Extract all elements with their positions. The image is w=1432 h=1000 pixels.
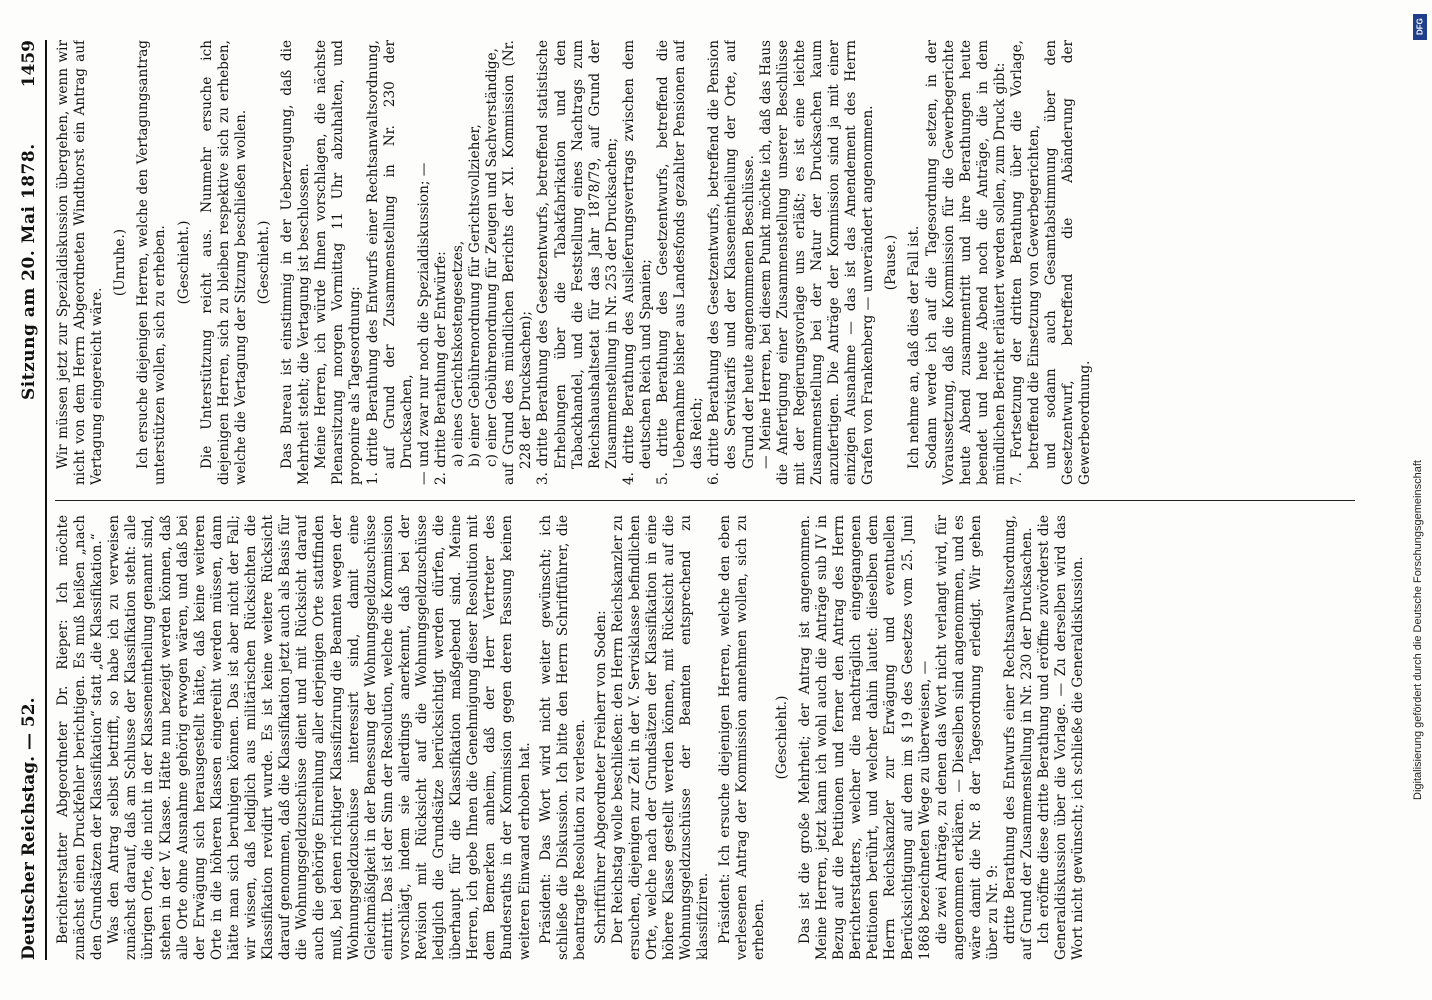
paragraph: Sodann werde ich auf die Tagesordnung setzen, in der Voraussetzung, daß die Kommission für die Gewerbegerichte heute Abend zusammentritt und ihre Berathungen heute beendet und heute Abend noch die Anträge, die in dem mündlichen Bericht erläutert werden sollen, zum Druck gibt: <box>923 40 1008 485</box>
agenda-subitem: b) einer Gebührenordnung für Gerichtsvollzieher, <box>467 124 484 467</box>
paragraph: Ich ersuche diejenigen Herren, welche den Vertagungsantrag unterstützen wollen, sich zu erheben. <box>135 40 169 485</box>
paragraph: Ich nehme an, daß dies der Fall ist. <box>906 225 923 469</box>
paragraph: die zwei Anträge, zu denen das Wort nicht verlangt wird, für angenommen erklären. — Dieselben sind angenommen, und es wäre damit die Nr. 8 der Tagesordnung erledigt. Wir gehen über zu Nr. 9: <box>933 515 1001 960</box>
stage-note: (Geschieht.) <box>773 695 790 780</box>
header-rule <box>45 40 47 960</box>
right-column <box>55 40 1375 485</box>
digitization-note <box>1412 40 1426 800</box>
agenda-subitem: a) eines Gerichtskostengesetzes, <box>449 240 466 467</box>
paragraph: und sodann auch Gesamtabstimmung über den Gesetzentwurf, betreffend die Abänderung der Gewerbeordnung. <box>1043 40 1094 485</box>
agenda-note: auf Grund des mündlichen Berichts der XI. Kommission (Nr. 228 der Drucksachen); <box>501 40 535 485</box>
paragraph: Was den Antrag selbst betrifft, so habe ich zu verweisen zunächst darauf, daß am Schlusse der Klassifikation steht: alle übrigen Orte, die nicht in der Klasseneintheilung genannt sind, stehen in der V. Klasse. Hätte nun bezeigt werden können, daß alle Orte ohne Ausnahme gehörig erwogen wären, und daß bei der Erwägung sich herausgestellt hätte, daß keine weiteren Orte in die höheren Klassen eingereiht werden müssen, dann hätte man sich beruhigen können. Das ist aber nicht der Fall; wir wissen, daß lediglich aus militärischen Rücksichten die Klassifikation revidirt wurde. Es ist keine weitere Rücksicht darauf genommen, daß die Klassifikation jetzt auch als Basis für die Wohnungsgeldzuschüsse dient und mit Rücksicht darauf auch die gehörige Einreihung aller derjenigen Orte stattfinden muß, bei denen richtiger Klassifizirung die Beamten wegen der Wohnungsgeldzuschüsse interessirt sind, damit eine Gleichmäßigkeit in der Benessung der Wohnungsgeldzuschüsse eintritt. Das ist der Sinn der Resolution, welche die Kommission vorschlägt, indem sie allerdings anerkennt, daß bei der Revision mit Rücksicht auf die Wohnungsgeldzuschüsse lediglich die Grundsätze berücksichtigt werden dürfen, die überhaupt für die Klassifikation maßgebend sind. Meine Herren, ich gebe Ihnen die Genehmigung dieser Resolution mit dem Bemerken anheim, daß der Herr Vertreter des Bundesraths in der Kommission gegen deren Fassung keinen weiteren Einwand erhoben hat. <box>106 515 533 960</box>
paragraph: Das ist die große Mehrheit; der Antrag ist angenommen. Meine Herren, jetzt kann ich wohl auch die Anträge sub IV in Bezug auf die Petitionen und ferner den Antrag des Herrn Berichterstatters, welcher die nachträglich eingegangenen Petitionen berührt, und welcher dahin lautet: dieselben dem Herrn Reichskanzler zur Erwägung und eventuellen Berücksichtigung auf dem im § 19 des Gesetzes vom 25. Juni 1868 bezeichneten Wege zu überweisen, — <box>796 515 933 960</box>
dfg-logo: DFG <box>1413 14 1427 40</box>
stage-note: (Geschieht.) <box>255 220 272 305</box>
page-number: 1459 <box>19 40 39 88</box>
paragraph: Der Reichstag wolle beschließen: den Herrn Reichskanzler zu ersuchen, diejenigen zur Zeit in der V. Servisklasse befindlichen Orte, welche nach der Grundsätzen der Klassifikation in eine höhere Klasse gestellt werden können, mit Rücksicht auf die Wohnungsgeldzuschüsse der Beamten entsprechend zu klassifiziren. <box>610 515 712 960</box>
agenda-subitem: c) einer Gebührenordnung für Zeugen und Sachverständige, <box>484 48 501 467</box>
stage-note: (Unruhe.) <box>112 228 129 297</box>
agenda-item: 2. dritte Berathung der Entwürfe: <box>432 251 449 485</box>
header-session: Sitzung am 20. Mai 1878. <box>19 143 39 400</box>
page-header <box>15 40 43 960</box>
left-column <box>55 515 1375 960</box>
agenda-item: 3. dritte Berathung des Gesetzentwurfs, betreffend statistische Erhebungen über die Tabakfabrikation und den Tabackhandel, und die Feststellung eines Nachtrags zum Reichshaushaltsetat für das Jahr 1878/79, auf Grund der Zusammenstellung in Nr. 253 der Drucksachen; <box>535 40 620 485</box>
agenda-item: 1. dritte Berathung des Entwurfs einer Rechtsanwaltsordnung, auf Grund der Zusammenstellung in Nr. 230 der Drucksachen, <box>364 40 415 485</box>
paragraph: Ich eröffne diese dritte Berathung und eröffne zuvörderst die Generaldiskussion über die Vorlage. — Zu derselben wird das Wort nicht gewünscht; ich schließe die Generaldiskussion. <box>1036 515 1087 960</box>
digitization-note-text: Digitalisierung gefördert durch die Deutsche Forschungsgemeinschaft <box>1412 460 1424 800</box>
paragraph: Präsident: Das Wort wird nicht weiter gewünscht; ich schließe die Diskussion. Ich bitte den Herrn Schriftführer, die beantragte Resolution zu verlesen. <box>537 515 588 960</box>
paragraph: Berichterstatter Abgeordneter Dr. Rieper: Ich möchte zunächst einen Druckfehler berichtigen. Es muß heißen „nach den Grundsätzen der Klassifikation“ statt „die Klassifikation.“ <box>55 515 106 960</box>
column-divider <box>55 500 1355 501</box>
agenda-item: 5. dritte Berathung des Gesetzentwurfs, betreffend die Uebernahme bisher aus Landesfonds gezahlter Pensionen auf das Reich; <box>655 40 706 485</box>
paragraph: Wir müssen jetzt zur Spezialdiskussion übergehen, wenn wir nicht von dem Herrn Abgeordneten Windthorst ein Antrag auf Vertagung eingereicht wäre. <box>55 40 106 485</box>
paragraph: Meine Herren, ich würde Ihnen vorschlagen, die nächste Plenarsitzung morgen Vormittag 11 Uhr abzuhalten, und proponire als Tagesordnung: <box>313 40 364 485</box>
paragraph: Schriftführer Abgeordneter Freiherr von Soden: <box>592 610 609 944</box>
agenda-item: 7. Fortsetzung der dritten Berathung über die Vorlage, betreffend die Einsetzung von Gewerbegerichten, <box>1008 40 1043 485</box>
paragraph: dritte Berathung des Entwurfs einer Rechtsanwaltsordnung, auf Grund der Zusammenstellung in Nr. 230 der Drucksachen. <box>1002 515 1036 960</box>
stage-note: (Geschieht.) <box>175 220 192 305</box>
paragraph: Das Bureau ist einstimmig in der Ueberzeugung, daß die Mehrheit steht; die Vertagung ist beschlossen. <box>279 40 313 485</box>
header-title: Deutscher Reichstag. — 52. <box>19 697 39 960</box>
paragraph: Die Unterstützung reicht aus. Nunmehr ersuche ich diejenigen Herren, sich zu bleiben respektive sich zu erheben, welche die Vertagung der Sitzung beschließen wollen. <box>198 40 249 485</box>
paragraph: Präsident: Ich ersuche diejenigen Herren, welche den eben verlesenen Antrag der Kommission annehmen wollen, sich zu erheben. <box>716 515 767 960</box>
rotated-page-content <box>15 40 1390 960</box>
agenda-item: 4. dritte Berathung des Auslieferungsvertrags zwischen dem deutschen Reich und Spanien; <box>620 40 654 485</box>
agenda-note: — und zwar nur noch die Spezialdiskussion; — <box>415 162 432 485</box>
agenda-item: 6. dritte Berathung des Gesetzentwurfs, betreffend die Pension des Servistarifs und der Klasseneintheilung der Orte, auf Grund der heute angenommenen Beschlüsse. <box>706 40 757 485</box>
stage-note: (Pause.) <box>883 234 900 291</box>
paragraph: — Meine Herren, bei diesem Punkt möchte ich, daß das Haus die Anfertigung einer Zusammenstellung unserer Beschlüsse mit der Regierungsvorlage uns erläßt; es ist eine leichte Zusammenstellung bei der Natur der Drucksachen kaum anzufertigen. Die Anträge der Kommission sind ja mit einer einzigen Ausnahme — das ist das Amendement des Herrn Grafen von Frankenberg — unverändert angenommen. <box>757 40 877 485</box>
